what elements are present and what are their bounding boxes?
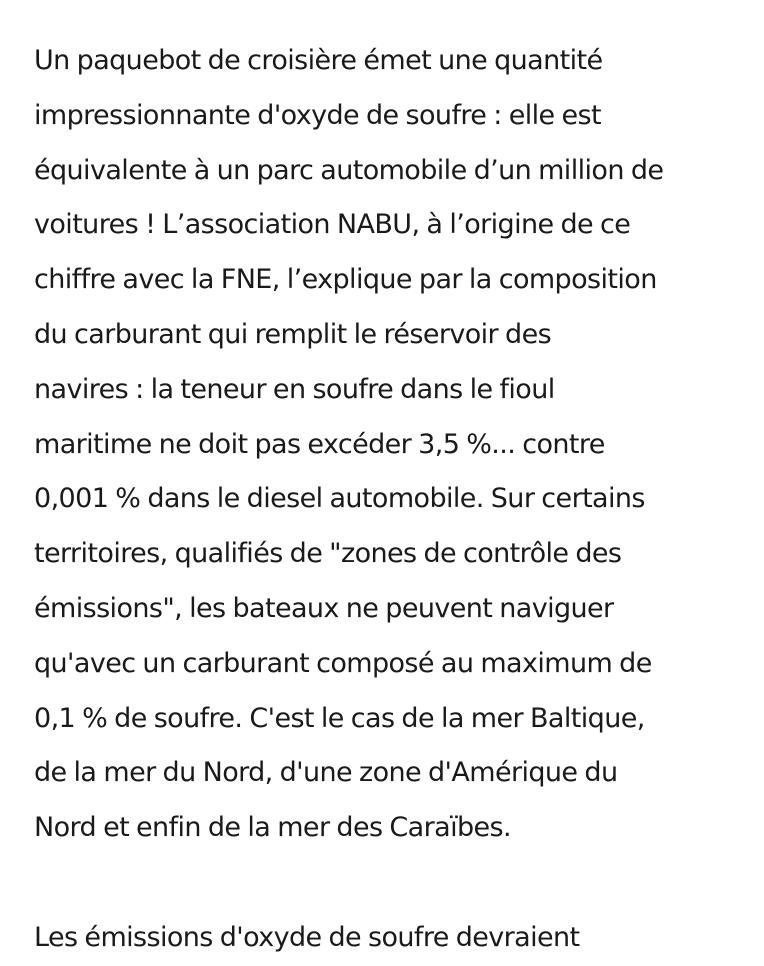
- article-paragraph-1: [34, 34, 734, 856]
- text-line: de la mer du Nord, d'une zone d'Amérique du: [34, 757, 618, 789]
- text-line: Nord et enfin de la mer des Caraïbes.: [34, 812, 511, 844]
- text-line: qu'avec un carburant composé au maximum de: [34, 647, 652, 679]
- text-line: équivalente à un parc automobile d’un million de: [34, 154, 664, 186]
- article-paragraph-2: [34, 911, 734, 966]
- text-line: maritime ne doit pas excéder 3,5 %... contre: [34, 428, 605, 460]
- paragraph-spacer: [34, 856, 734, 911]
- text-line: 0,001 % dans le diesel automobile. Sur certains: [34, 483, 645, 515]
- text-line: Un paquebot de croisière émet une quantité: [34, 45, 603, 76]
- text-line: du carburant qui remplit le réservoir des: [34, 318, 552, 350]
- text-line: voitures ! L’association NABU, à l’origine de ce: [34, 209, 631, 241]
- text-line: Les émissions d'oxyde de soufre devraient: [34, 921, 580, 953]
- text-line: territoires, qualifiés de "zones de contrôle des: [34, 538, 622, 570]
- text-line: émissions", les bateaux ne peuvent naviguer: [34, 592, 614, 624]
- text-line: navires : la teneur en soufre dans le fioul: [34, 373, 555, 405]
- article-body: [34, 34, 734, 966]
- text-line: chiffre avec la FNE, l’explique par la composition: [34, 264, 657, 296]
- text-line: 0,1 % de soufre. C'est le cas de la mer Baltique,: [34, 702, 645, 734]
- text-line: impressionnante d'oxyde de soufre : elle est: [34, 99, 602, 131]
